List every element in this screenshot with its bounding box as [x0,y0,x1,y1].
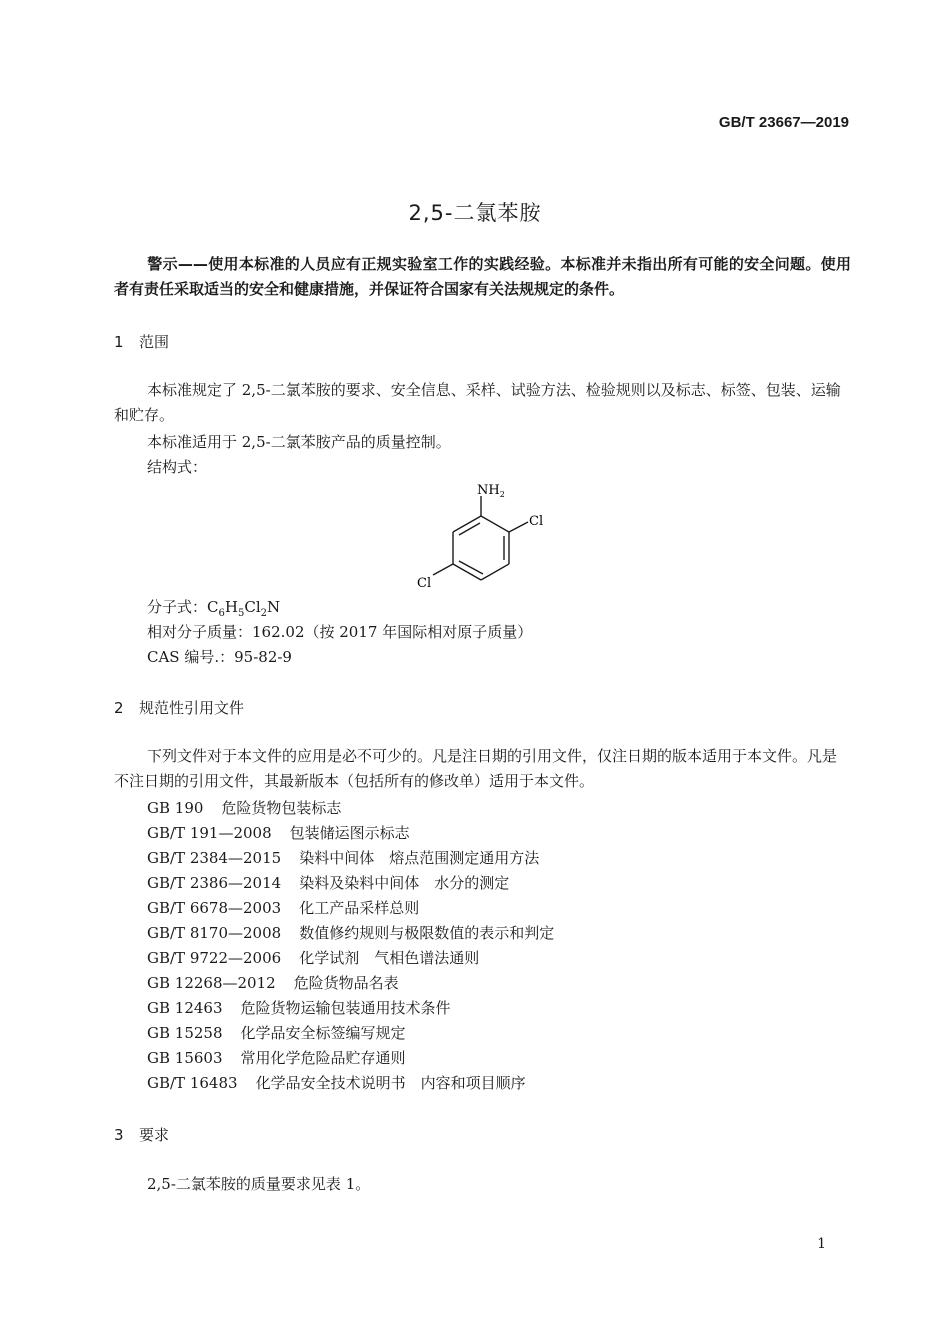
reference-item [147,1047,406,1068]
structure-label: 结构式： [147,458,208,476]
scope-paragraph-1 [114,378,851,428]
reference-title: 数值修约规则与极限数值的表示和判定 [299,924,555,942]
reference-title: 染料及染料中间体 水分的测定 [299,874,510,892]
reference-code: GB 15603 [147,1049,223,1067]
nh2-label: $NH_2$ [477,483,505,499]
formula-h-count: 5 [237,608,245,619]
reference-item [147,947,479,968]
references-intro [114,744,851,794]
section-2-number: 2 [114,699,124,717]
reference-code: GB/T 191—2008 [147,824,272,842]
document-title: 2,5-二氯苯胺 [408,201,542,225]
reference-title: 化工产品采样总则 [299,899,420,917]
reference-code: GB/T 9722—2006 [147,949,282,967]
reference-title: 危险货物品名表 [293,974,399,992]
scope-paragraph-2: 本标准适用于 2,5-二氯苯胺产品的质量控制。 [147,433,451,451]
reference-code: GB 12463 [147,999,223,1017]
reference-title: 化学品安全技术说明书 内容和项目顺序 [255,1074,526,1092]
standard-code: GB/T 23667—2019 [718,114,849,131]
reference-code: GB/T 8170—2008 [147,924,282,942]
ring-bond [453,516,481,532]
ring-double-bond [459,523,480,535]
formula-n: N [267,598,281,616]
reference-title: 化学试剂 气相色谱法通则 [299,949,480,967]
section-1-number: 1 [114,333,124,351]
reference-item [147,972,399,993]
ring-bond [481,516,509,532]
scope-text-1: 本标准规定了 2,5-二氯苯胺的要求、安全信息、采样、试验方法、检验规则以及标志、标签、包装、运输和贮存。 [114,381,841,424]
warning-text: 警示——使用本标准的人员应有正规实验室工作的实践经验。本标准并未指出所有可能的安全问题。使用者有责任采取适当的安全和健康措施，并保证符合国家有关法规规定的条件。 [114,255,851,298]
reference-item [147,1022,406,1043]
reference-item [147,1072,526,1093]
reference-title: 危险货物包装标志 [221,799,342,817]
section-3-number: 3 [114,1126,124,1144]
reference-item [147,822,410,843]
reference-item [147,997,451,1018]
section-1-title: 范围 [139,333,170,351]
reference-title: 常用化学危险品贮存通则 [240,1049,406,1067]
section-3-heading [114,1124,169,1145]
reference-code: GB/T 2386—2014 [147,874,282,892]
reference-code: GB/T 6678—2003 [147,899,282,917]
chlorine-bond-bottom [433,564,453,575]
formula-c: C [207,598,219,616]
structural-formula [400,478,560,594]
cl-label-top: Cl [529,514,544,529]
molecular-formula [147,596,280,619]
reference-code: GB 190 [147,799,204,817]
formula-label: 分子式： [147,598,208,616]
formula-cl-count: 2 [260,608,267,619]
section-1-heading [114,331,169,352]
reference-title: 染料中间体 熔点范围测定通用方法 [299,849,540,867]
reference-item [147,847,539,868]
ring-bond [453,564,481,580]
reference-code: GB 12268—2012 [147,974,276,992]
reference-item [147,897,419,918]
references-intro-text: 下列文件对于本文件的应用是必不可少的。凡是注日期的引用文件，仅注日期的版本适用于本文件。凡是不注日期的引用文件，其最新版本（包括所有的修改单）适用于本文件。 [114,747,838,790]
cas-number: CAS 编号.：95-82-9 [147,648,292,666]
reference-item [147,872,509,893]
reference-code: GB 15258 [147,1024,223,1042]
reference-code: GB/T 2384—2015 [147,849,282,867]
molecular-mass: 相对分子质量：162.02（按 2017 年国际相对原子质量） [147,623,533,641]
chlorine-bond-top [509,522,528,532]
reference-item [147,797,341,818]
reference-title: 危险货物运输包装通用技术条件 [240,999,451,1017]
reference-title: 化学品安全标签编写规定 [240,1024,406,1042]
reference-item [147,922,554,943]
ring-bond [481,564,509,580]
section-2-heading [114,697,244,718]
formula-cl: Cl [244,598,261,616]
formula-c-count: 6 [218,608,225,619]
requirements-paragraph: 2,5-二氯苯胺的质量要求见表 1。 [147,1175,371,1193]
cl-label-bottom: Cl [417,576,432,591]
section-2-title: 规范性引用文件 [139,699,245,717]
reference-title: 包装储运图示标志 [289,824,410,842]
formula-h: H [224,598,238,616]
ring-double-bond [459,561,483,574]
warning-paragraph [114,252,851,302]
reference-code: GB/T 16483 [147,1074,238,1092]
page-number: 1 [817,1236,826,1252]
section-3-title: 要求 [139,1126,170,1144]
